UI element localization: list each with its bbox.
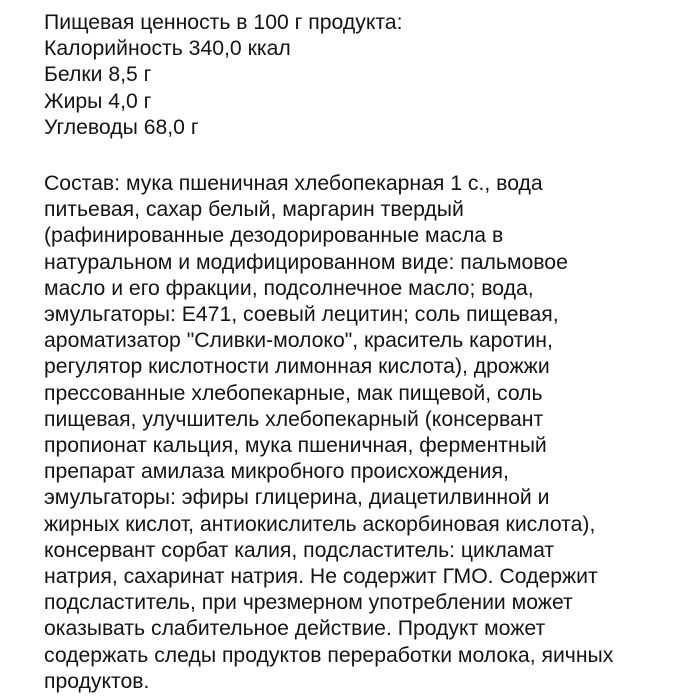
nutrition-heading: Пищевая ценность в 100 г продукта: — [44, 11, 403, 34]
nutrition-row-calories: Калорийность 340,0 ккал — [44, 37, 291, 61]
composition-line: эмульгаторы: Е471, соевый лецитин; соль пищевая, — [44, 303, 559, 327]
composition-line: препарат амилаза микробного происхождения, — [44, 460, 509, 484]
composition-line: пропионат кальция, мука пшеничная, ферментный — [44, 434, 547, 458]
composition-line: пищевая, улучшитель хлебопекарный (консервант — [44, 407, 544, 431]
composition-line: ароматизатор "Сливки-молоко", краситель каротин, — [44, 329, 553, 353]
composition-line: жирных кислот, антиокислитель аскорбиновая кислота), — [44, 512, 596, 536]
composition-line: натуральном и модифицированном виде: пальмовое — [44, 250, 568, 274]
composition-line: консервант сорбат калия, подсластитель: цикламат — [44, 538, 555, 562]
nutrition-facts — [44, 10, 684, 141]
nutrition-row-fat: Жиры 4,0 г — [44, 89, 152, 113]
composition-line: масло и его фракции, подсолнечное масло; вода, — [44, 276, 534, 300]
composition-line: питьевая, сахар белый, маргарин твердый — [44, 198, 464, 222]
nutrition-row-protein: Белки 8,5 г — [44, 63, 152, 87]
composition-line: эмульгаторы: эфиры глицерина, диацетилвинной и — [44, 486, 550, 510]
composition-line: содержать следы продуктов переработки молока, яичных — [44, 643, 614, 667]
ingredients-composition — [44, 171, 684, 695]
composition-line: (рафинированные дезодорированные масла в — [44, 224, 504, 248]
composition-line: подсластитель, при чрезмерном употреблении может — [44, 591, 573, 615]
composition-line: регулятор кислотности лимонная кислота), дрожжи — [44, 355, 550, 379]
composition-line: продуктов. — [44, 669, 150, 693]
composition-line: прессованные хлебопекарные, мак пищевой, соль — [44, 381, 543, 405]
composition-line: Состав: мука пшеничная хлебопекарная 1 с., вода — [44, 172, 543, 195]
composition-line: оказывать слабительное действие. Продукт может — [44, 617, 546, 641]
composition-line: натрия, сахаринат натрия. Не содержит ГМО. Содержит — [44, 565, 598, 589]
nutrition-row-carbohydrates: Углеводы 68,0 г — [44, 115, 199, 139]
